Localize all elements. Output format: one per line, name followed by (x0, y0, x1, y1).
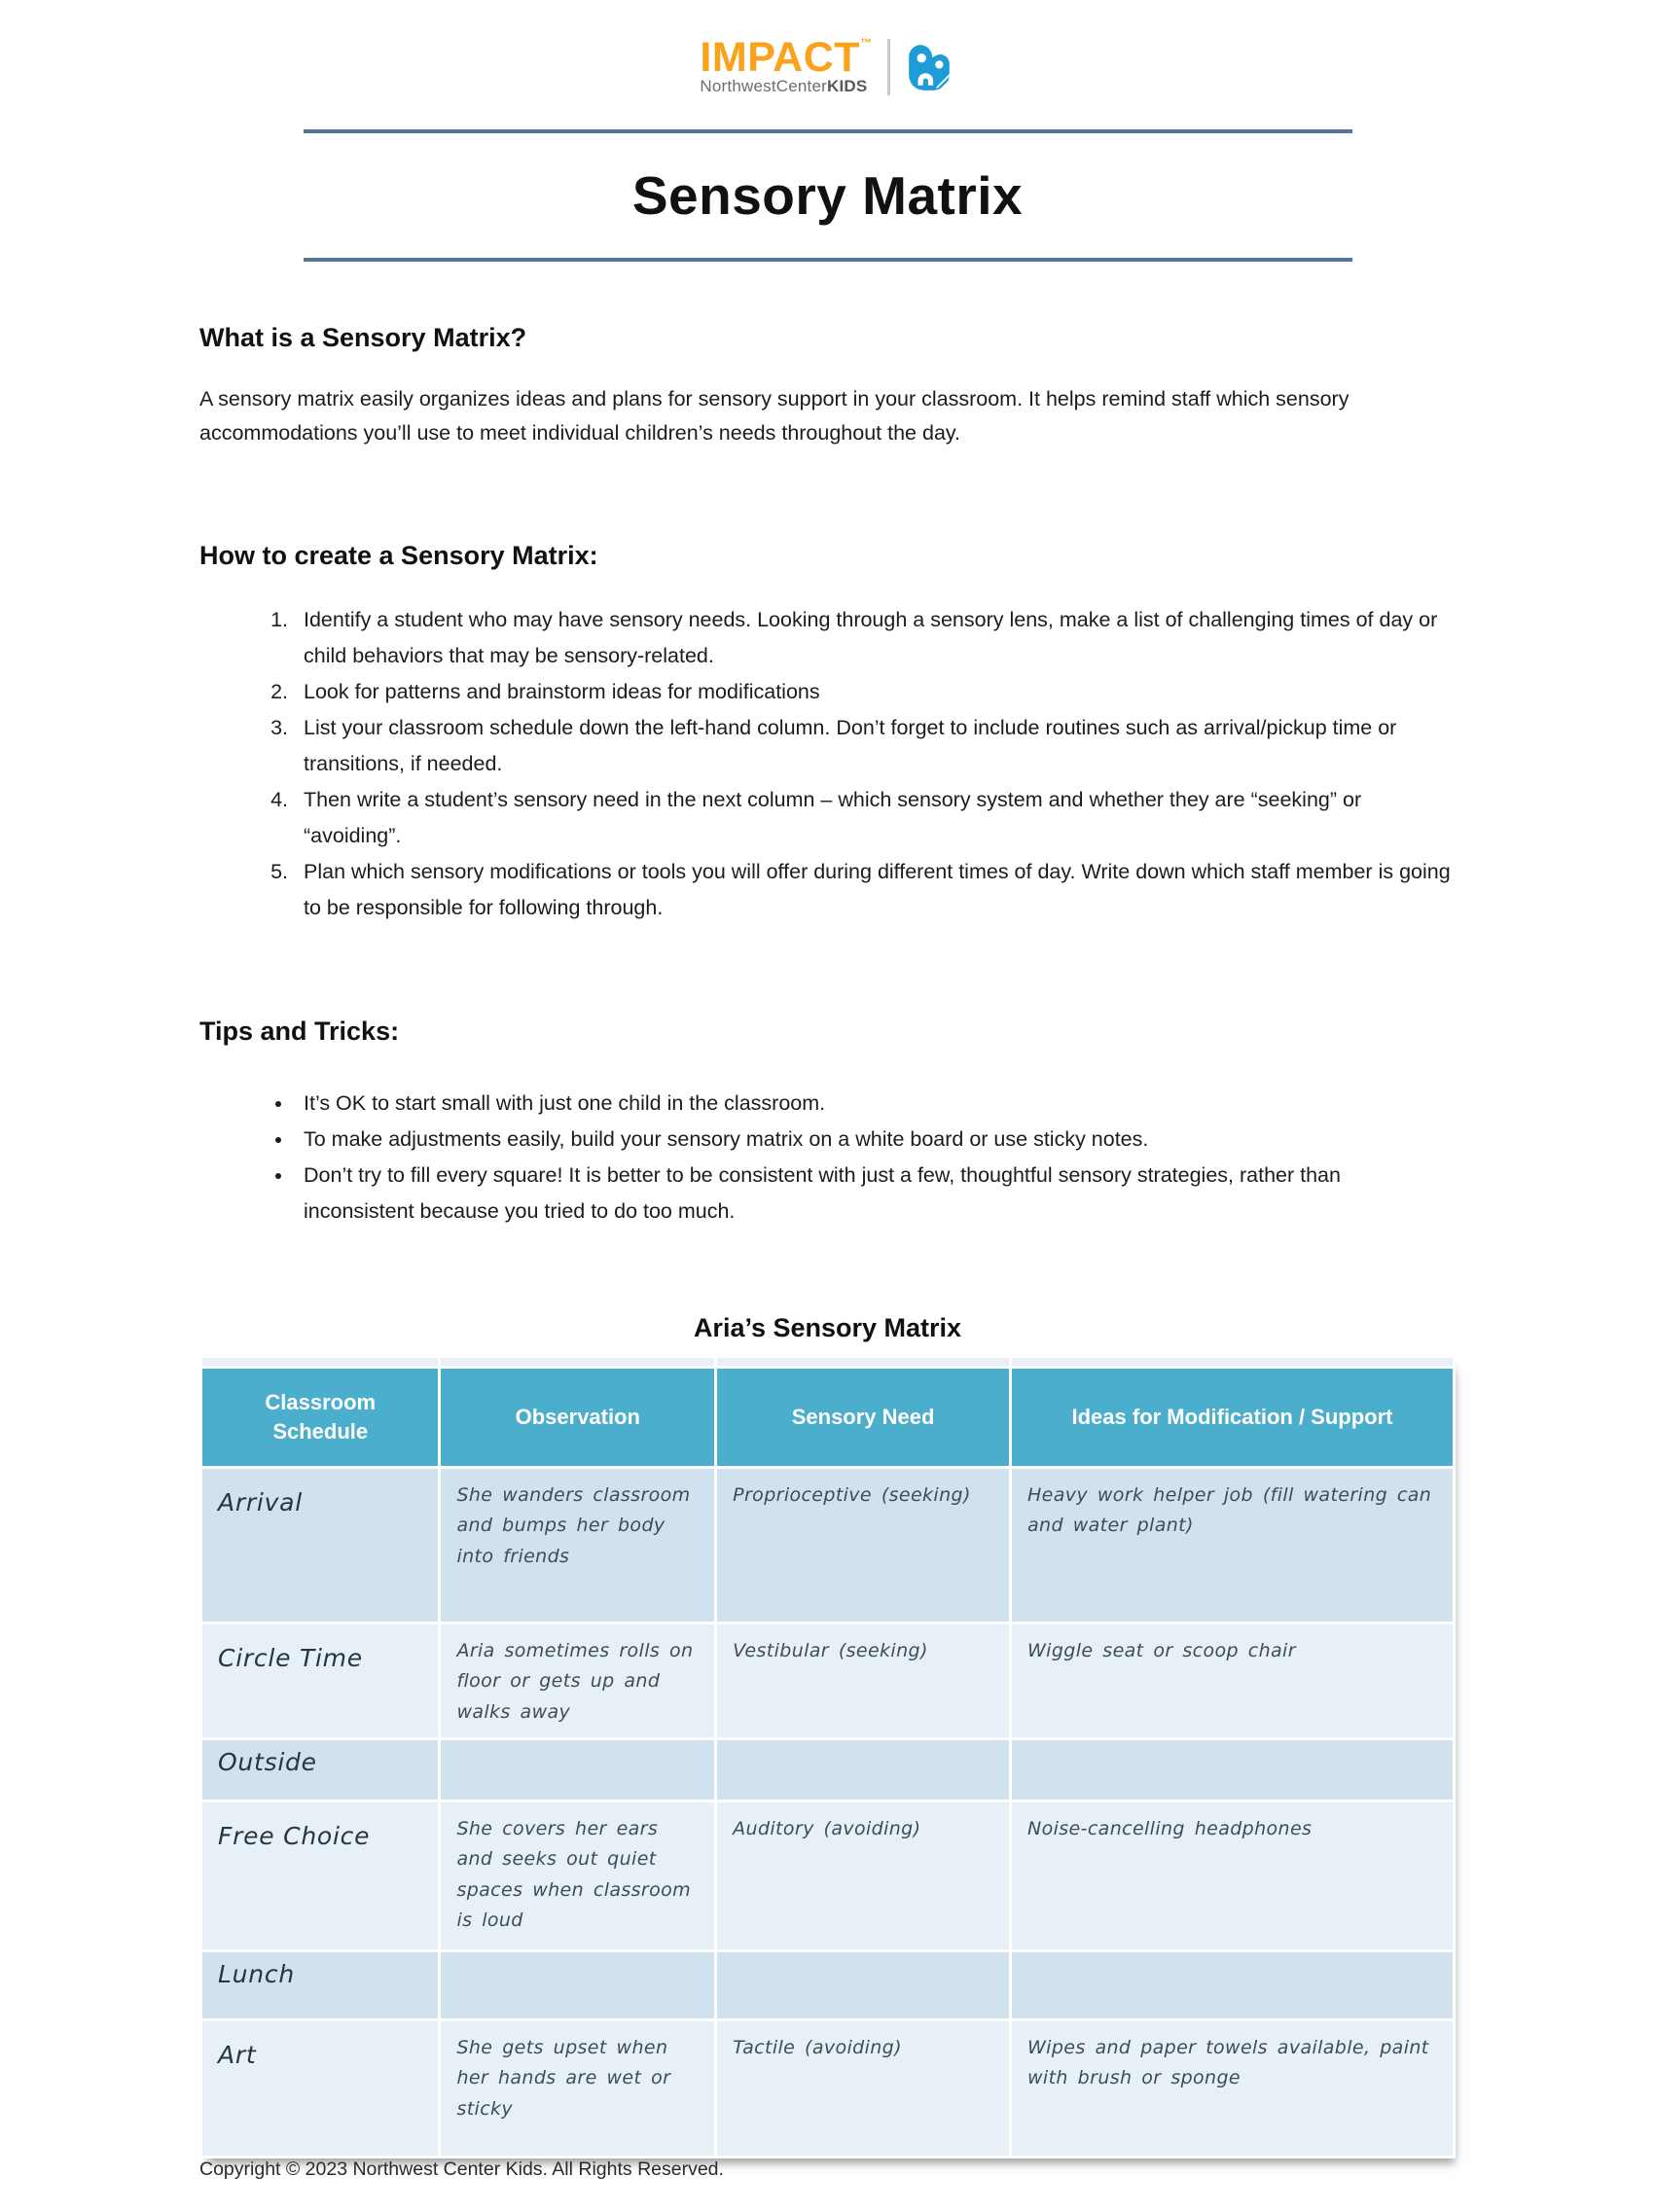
list-item: 3. List your classroom schedule down the left-hand column. Don’t forget to include routines such as arrival/pickup time or transitions, if needed. (294, 710, 1456, 782)
page-title: Sensory Matrix (631, 165, 1024, 226)
table-header-row (202, 1369, 1453, 1466)
logo-subtitle-bold: KIDS (826, 77, 868, 96)
cell-schedule: Arrival (202, 1469, 438, 1622)
column-header-observation: Observation (441, 1369, 714, 1466)
list-item: 1. Identify a student who may have sensory needs. Looking through a sensory lens, make a list of challenging times of day or child behaviors that may be sensory-related. (294, 602, 1456, 674)
table-row (202, 1802, 1453, 1949)
section-heading-how-to: How to create a Sensory Matrix: (199, 540, 598, 570)
logo-brand-text (700, 33, 873, 81)
table-row (202, 1469, 1453, 1622)
cell-sensory-need: Tactile (avoiding) (717, 2021, 1009, 2156)
cell-sensory-need: Vestibular (seeking) (717, 1624, 1009, 1737)
cell-observation: She covers her ears and seeks out quiet spaces when classroom is loud (441, 1802, 714, 1949)
table-top-strip (202, 1358, 1453, 1366)
cell-ideas (1012, 1952, 1453, 2018)
table-row (202, 2021, 1453, 2156)
copyright-footer: Copyright © 2023 Northwest Center Kids. All Rights Reserved. (199, 2158, 724, 2180)
section-heading-tips: Tips and Tricks: (199, 1016, 400, 1046)
sensory-matrix-table (199, 1355, 1456, 2158)
title-rule-top (304, 129, 1352, 133)
logo-brand-word: IMPACT (700, 33, 861, 81)
cell-observation: Aria sometimes rolls on floor or gets up and walks away (441, 1624, 714, 1737)
column-header-sensory-need: Sensory Need (717, 1369, 1009, 1466)
list-item: • Don’t try to fill every square! It is better to be consistent with just a few, thoughtful sensory strategies, rather than inconsistent because you tried to do too much. (294, 1158, 1456, 1230)
list-item: • To make adjustments easily, build your sensory matrix on a white board or use sticky notes. (294, 1122, 1456, 1158)
section-heading-what-is: What is a Sensory Matrix? (199, 322, 527, 352)
tips-list (199, 1086, 1456, 1230)
logo-divider (887, 39, 890, 95)
title-rule-bottom (304, 258, 1352, 262)
logo-wordmark (700, 33, 873, 96)
what-is-paragraph: A sensory matrix easily organizes ideas and plans for sensory support in your classroom. It helps remind staff which sensory accommodations you’ll use to meet individual children’s needs throughout the day. (199, 386, 1349, 445)
cell-sensory-need: Proprioceptive (seeking) (717, 1469, 1009, 1622)
logo (199, 33, 1456, 96)
logo-subtitle (700, 78, 872, 94)
matrix-table-title: Aria’s Sensory Matrix (693, 1312, 962, 1342)
cell-sensory-need (717, 1740, 1009, 1800)
column-header-classroom-schedule: Classroom Schedule (202, 1369, 438, 1466)
cell-observation (441, 1740, 714, 1800)
logo-subtitle-regular: NorthwestCenter (700, 77, 827, 96)
cell-ideas: Wiggle seat or scoop chair (1012, 1624, 1453, 1737)
list-item: 2. Look for patterns and brainstorm ideas for modifications (294, 674, 1456, 710)
cell-schedule: Art (202, 2021, 438, 2156)
cell-observation (441, 1952, 714, 2018)
cell-sensory-need (717, 1952, 1009, 2018)
list-item: 4. Then write a student’s sensory need in the next column – which sensory system and whether they are “seeking” or “avoiding”. (294, 782, 1456, 854)
list-item: • It’s OK to start small with just one child in the classroom. (294, 1086, 1456, 1122)
cell-ideas (1012, 1740, 1453, 1800)
table-row (202, 1624, 1453, 1737)
cell-observation: She wanders classroom and bumps her body into friends (441, 1469, 714, 1622)
cell-schedule: Lunch (202, 1952, 438, 2018)
cell-schedule: Outside (202, 1740, 438, 1800)
cell-ideas: Wipes and paper towels available, paint with brush or sponge (1012, 2021, 1453, 2156)
cell-ideas: Noise-cancelling headphones (1012, 1802, 1453, 1949)
column-header-ideas: Ideas for Modification / Support (1012, 1369, 1453, 1466)
list-item: 5. Plan which sensory modifications or tools you will offer during different times of day. Write down which staff member is going to be responsible for following through. (294, 854, 1456, 926)
cell-schedule: Free Choice (202, 1802, 438, 1949)
how-to-steps-list (199, 602, 1456, 926)
trademark-symbol: ™ (860, 35, 873, 50)
cell-sensory-need: Auditory (avoiding) (717, 1802, 1009, 1949)
northwest-center-kids-logo-icon (905, 42, 955, 92)
cell-schedule: Circle Time (202, 1624, 438, 1737)
cell-ideas: Heavy work helper job (fill watering can and water plant) (1012, 1469, 1453, 1622)
table-row (202, 1952, 1453, 2018)
table-row (202, 1740, 1453, 1800)
cell-observation: She gets upset when her hands are wet or sticky (441, 2021, 714, 2156)
